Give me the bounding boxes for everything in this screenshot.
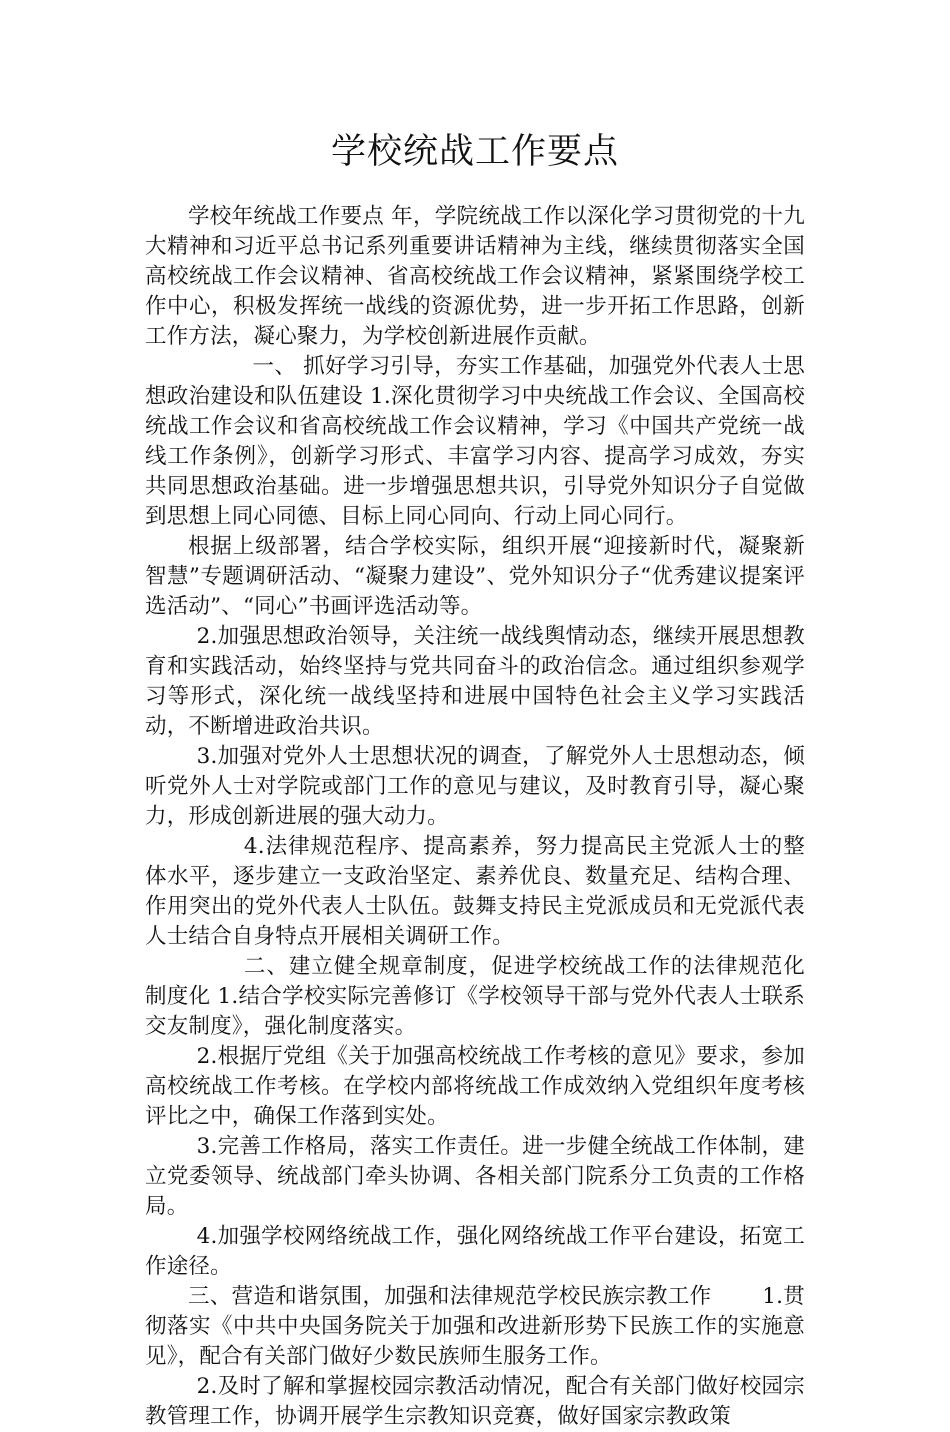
- paragraph-section-1-item-3: 3.加强对党外人士思想状况的调查，了解党外人士思想动态，倾听党外人士对学院或部门工作的意见与建议，及时教育引导，凝心聚力，形成创新进展的强大动力。: [145, 744, 805, 829]
- paragraph-intro: 学校年统战工作要点 年，学院统战工作以深化学习贯彻党的十九大精神和习近平总书记系列重要讲话精神为主线，继续贯彻落实全国高校统战工作会议精神、省高校统战工作会议精神，紧紧围绕学校工作中心，积极发挥统一战线的资源优势，进一步开拓工作思路，创新工作方法，凝心聚力，为学校创新进展作贡献。: [145, 204, 805, 349]
- paragraph-section-2-item-2: 2.根据厅党组《关于加强高校统战工作考核的意见》要求，参加高校统战工作考核。在学校内部将统战工作成效纳入党组织年度考核评比之中，确保工作落到实处。: [145, 1044, 805, 1129]
- paragraph-section-1-item-4: 4.法律规范程序、提高素养，努力提高民主党派人士的整体水平，逐步建立一支政治坚定、素养优良、数量充足、结构合理、作用突出的党外代表人士队伍。鼓舞支持民主党派成员和无党派代表人士结合自身特点开展相关调研工作。: [145, 834, 805, 949]
- paragraph-section-1-item-2: 2.加强思想政治领导，关注统一战线舆情动态，继续开展思想教育和实践活动，始终坚持与党共同奋斗的政治信念。通过组织参观学习等形式，深化统一战线坚持和进展中国特色社会主义学习实践活动，不断增进政治共识。: [145, 624, 805, 739]
- document-title: 学校统战工作要点: [330, 132, 619, 172]
- paragraph-section-2-heading: 二、建立健全规章制度，促进学校统战工作的法律规范化制度化 1.结合学校实际完善修订《学校领导干部与党外代表人士联系交友制度》，强化制度落实。: [145, 954, 805, 1039]
- paragraph-section-3-heading: 三、营造和谐氛围，加强和法律规范学校民族宗教工作 1.贯彻落实《中共中央国务院关于加强和改进新形势下民族工作的实施意见》，配合有关部门做好少数民族师生服务工作。: [145, 1284, 805, 1369]
- paragraph-section-1-activities: 根据上级部署，结合学校实际，组织开展“迎接新时代，凝聚新智慧”专题调研活动、“凝聚力建设”、党外知识分子“优秀建议提案评选活动”、“同心”书画评选活动等。: [145, 534, 805, 619]
- paragraph-section-2-item-4: 4.加强学校网络统战工作，强化网络统战工作平台建设，拓宽工作途径。: [145, 1224, 805, 1279]
- paragraph-section-3-item-2: 2.及时了解和掌握校园宗教活动情况，配合有关部门做好校园宗教管理工作，协调开展学生宗教知识竞赛，做好国家宗教政策: [145, 1374, 805, 1429]
- document-page: [145, 120, 805, 1432]
- paragraph-section-2-item-3: 3.完善工作格局，落实工作责任。进一步健全统战工作体制，建立党委领导、统战部门牵头协调、各相关部门院系分工负责的工作格局。: [145, 1134, 805, 1219]
- paragraph-section-1-heading: 一、 抓好学习引导，夯实工作基础，加强党外代表人士思想政治建设和队伍建设 1.深化贯彻学习中央统战工作会议、全国高校统战工作会议和省高校统战工作会议精神，学习《中国共产党统一战线工作条例》，创新学习形式、丰富学习内容、提高学习成效，夯实共同思想政治基础。进一步增强思想共识，引导党外知识分子自觉做到思想上同心同德、目标上同心同向、行动上同心同行。: [145, 354, 805, 529]
